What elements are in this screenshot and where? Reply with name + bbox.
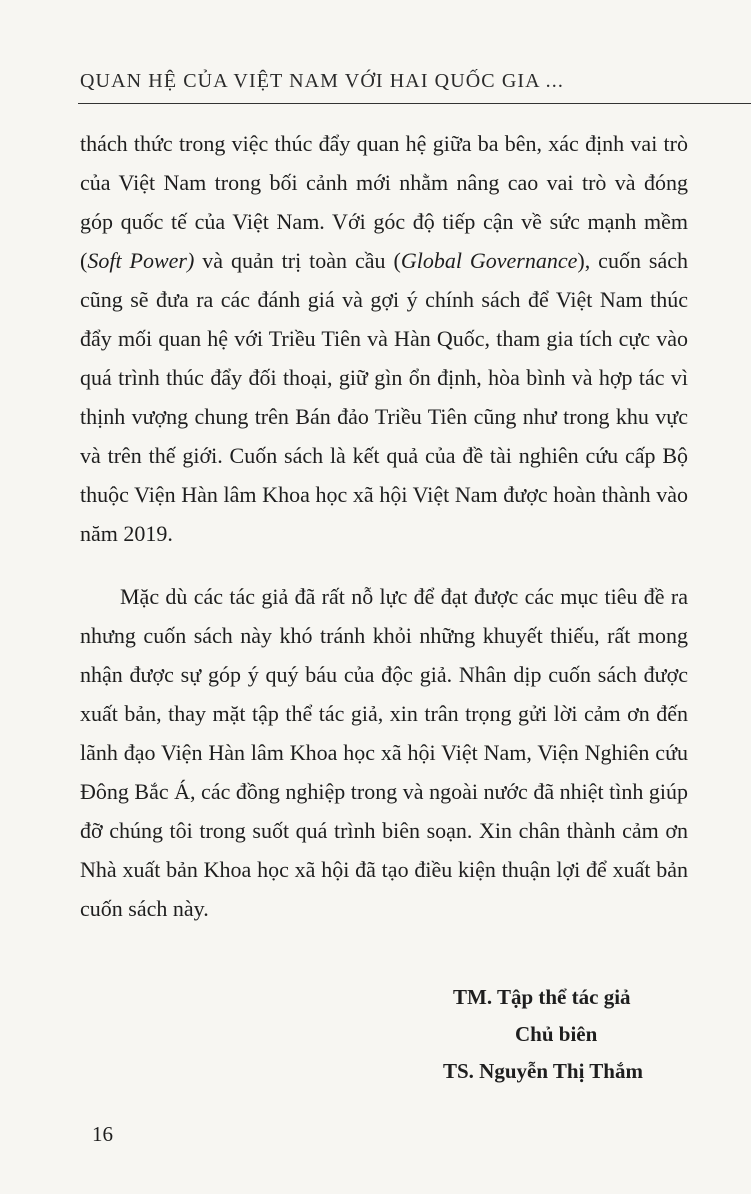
body-text: [80, 124, 688, 928]
term-soft-power: Soft Power): [87, 248, 195, 273]
text-segment: ), cuốn sách cũng sẽ đưa ra các đánh giá và gợi ý chính sách để Việt Nam thúc đẩy mối quan hệ với Triều Tiên và Hàn Quốc, tham gia tích cực vào quá trình thúc đẩy đối thoại, giữ gìn ổn định, hòa bình và hợp tác vì thịnh vượng chung trên Bán đảo Triều Tiên cũng như trong khu vực và trên thế giới. Cuốn sách là kết quả của đề tài nghiên cứu cấp Bộ thuộc Viện Hàn lâm Khoa học xã hội Việt Nam được hoàn thành vào năm 2019.: [80, 248, 688, 546]
paragraph-2: [80, 577, 688, 928]
paragraph-1: [80, 124, 688, 553]
text-segment: Mặc dù các tác giả đã rất nỗ lực để đạt được các mục tiêu đề ra nhưng cuốn sách này khó tránh khỏi những khuyết thiếu, rất mong nhận được sự góp ý quý báu của độc giả. Nhân dịp cuốn sách được xuất bản, thay mặt tập thể tác giả, xin trân trọng gửi lời cảm ơn đến lãnh đạo Viện Hàn lâm Khoa học xã hội Việt Nam, Viện Nghiên cứu Đông Bắc Á, các đồng nghiệp trong và ngoài nước đã nhiệt tình giúp đỡ chúng tôi trong suốt quá trình biên soạn. Xin chân thành cảm ơn Nhà xuất bản Khoa học xã hội đã tạo điều kiện thuận lợi để xuất bản cuốn sách này.: [80, 584, 688, 921]
page-number: 16: [92, 1122, 113, 1146]
text-segment: thách thức trong việc thúc đẩy quan hệ giữa ba bên, xác định vai trò của Việt Nam trong bối cảnh mới nhằm nâng cao vai trò và đóng góp quốc tế của Việt Nam. Với góc độ tiếp cận về sức mạnh mềm (: [80, 131, 688, 273]
text-segment: và quản trị toàn cầu (: [194, 248, 401, 273]
header-divider: [78, 103, 751, 104]
term-global-governance: Global Governance: [400, 248, 578, 273]
signature-role: Chủ biên: [515, 1022, 598, 1046]
signature-name: TS. Nguyễn Thị Thắm: [443, 1059, 643, 1083]
running-header: QUAN HỆ CỦA VIỆT NAM VỚI HAI QUỐC GIA ...: [80, 70, 564, 92]
signature-group: TM. Tập thể tác giả: [453, 985, 631, 1009]
